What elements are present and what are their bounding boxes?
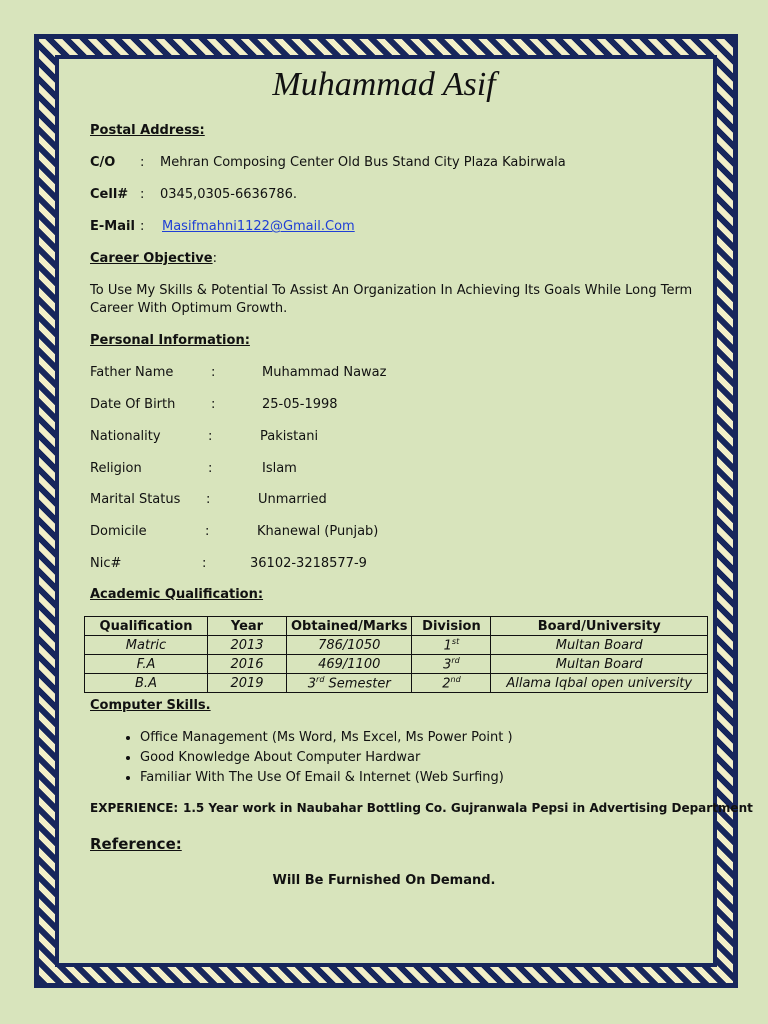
cell-year: 2013 <box>208 636 287 655</box>
col-board: Board/University <box>491 617 708 636</box>
table-row <box>85 655 708 674</box>
nic-label: Nic# <box>90 556 122 571</box>
co-value: Mehran Composing Center Old Bus Stand City Plaza Kabirwala <box>160 155 566 170</box>
co-colon: : <box>140 155 145 170</box>
experience-value: 1.5 Year work in Naubahar Bottling Co. Gujranwala Pepsi in Advertising Department <box>183 801 753 815</box>
cell-qualification: F.A <box>85 655 208 674</box>
religion-value: Islam <box>262 461 297 476</box>
col-year: Year <box>208 617 287 636</box>
reference-value: Will Be Furnished On Demand. <box>272 873 496 888</box>
list-item: • Good Knowledge About Computer Hardwar <box>140 748 513 768</box>
list-item: • Office Management (Ms Word, Ms Excel, Ms Power Point ) <box>140 728 513 748</box>
domicile-value: Khanewal (Punjab) <box>257 524 379 539</box>
cell-label: Cell# <box>90 187 129 202</box>
religion-label: Religion <box>90 461 142 476</box>
cell-board: Multan Board <box>491 655 708 674</box>
cell-division: 3rd <box>412 655 491 674</box>
list-item: • Familiar With The Use Of Email & Internet (Web Surfing) <box>140 768 513 788</box>
experience-label: EXPERIENCE: <box>90 801 179 815</box>
page-content-area <box>55 55 717 967</box>
cell-qualification: Matric <box>85 636 208 655</box>
col-marks: Obtained/Marks <box>287 617 412 636</box>
career-objective-heading-wrap <box>90 251 217 266</box>
nic-colon: : <box>202 556 207 571</box>
cell-year: 2019 <box>208 674 287 693</box>
marital-status-value: Unmarried <box>258 492 327 507</box>
email-link[interactable]: Masifmahni1122@Gmail.Com <box>162 219 355 234</box>
marital-status-colon: : <box>206 492 211 507</box>
cell-marks: 469/1100 <box>287 655 412 674</box>
cell-board: Multan Board <box>491 636 708 655</box>
domicile-label: Domicile <box>90 524 147 539</box>
cell-division: 1st <box>412 636 491 655</box>
cell-value: 0345,0305-6636786. <box>160 187 298 202</box>
cell-colon: : <box>140 187 145 202</box>
cell-board: Allama Iqbal open university <box>491 674 708 693</box>
cell-marks: 786/1050 <box>287 636 412 655</box>
email-label: E-Mail <box>90 219 135 234</box>
career-colon: : <box>212 251 217 266</box>
personal-info-heading: Personal Information: <box>90 333 250 348</box>
academic-heading: Academic Qualification: <box>90 587 264 602</box>
dob-label: Date Of Birth <box>90 397 176 412</box>
career-objective-line-1: To Use My Skills & Potential To Assist An Organization In Achieving Its Goals While Long Term <box>90 283 693 298</box>
dob-colon: : <box>211 397 216 412</box>
co-label: C/O <box>90 155 116 170</box>
domicile-colon: : <box>205 524 210 539</box>
nic-value: 36102-3218577-9 <box>250 556 367 571</box>
career-objective-heading: Career Objective <box>90 251 213 266</box>
cell-year: 2016 <box>208 655 287 674</box>
father-name-colon: : <box>211 365 216 380</box>
dob-value: 25-05-1998 <box>262 397 338 412</box>
religion-colon: : <box>208 461 213 476</box>
col-qualification: Qualification <box>85 617 208 636</box>
computer-skills-heading: Computer Skills. <box>90 698 211 713</box>
reference-heading: Reference: <box>90 835 182 853</box>
cell-qualification: B.A <box>85 674 208 693</box>
academic-table <box>84 616 708 693</box>
cell-marks: 3rd Semester <box>287 674 412 693</box>
father-name-label: Father Name <box>90 365 174 380</box>
marital-status-label: Marital Status <box>90 492 181 507</box>
resume-name-title: Muhammad Asif <box>272 66 496 103</box>
email-colon: : <box>140 219 145 234</box>
postal-address-heading: Postal Address: <box>90 123 205 138</box>
col-division: Division <box>412 617 491 636</box>
table-row <box>85 674 708 693</box>
nationality-colon: : <box>208 429 213 444</box>
computer-skills-list <box>100 728 513 788</box>
father-name-value: Muhammad Nawaz <box>262 365 387 380</box>
cell-division: 2nd <box>412 674 491 693</box>
table-header-row <box>85 617 708 636</box>
nationality-label: Nationality <box>90 429 161 444</box>
table-row <box>85 636 708 655</box>
career-objective-line-2: Career With Optimum Growth. <box>90 301 288 316</box>
nationality-value: Pakistani <box>260 429 319 444</box>
